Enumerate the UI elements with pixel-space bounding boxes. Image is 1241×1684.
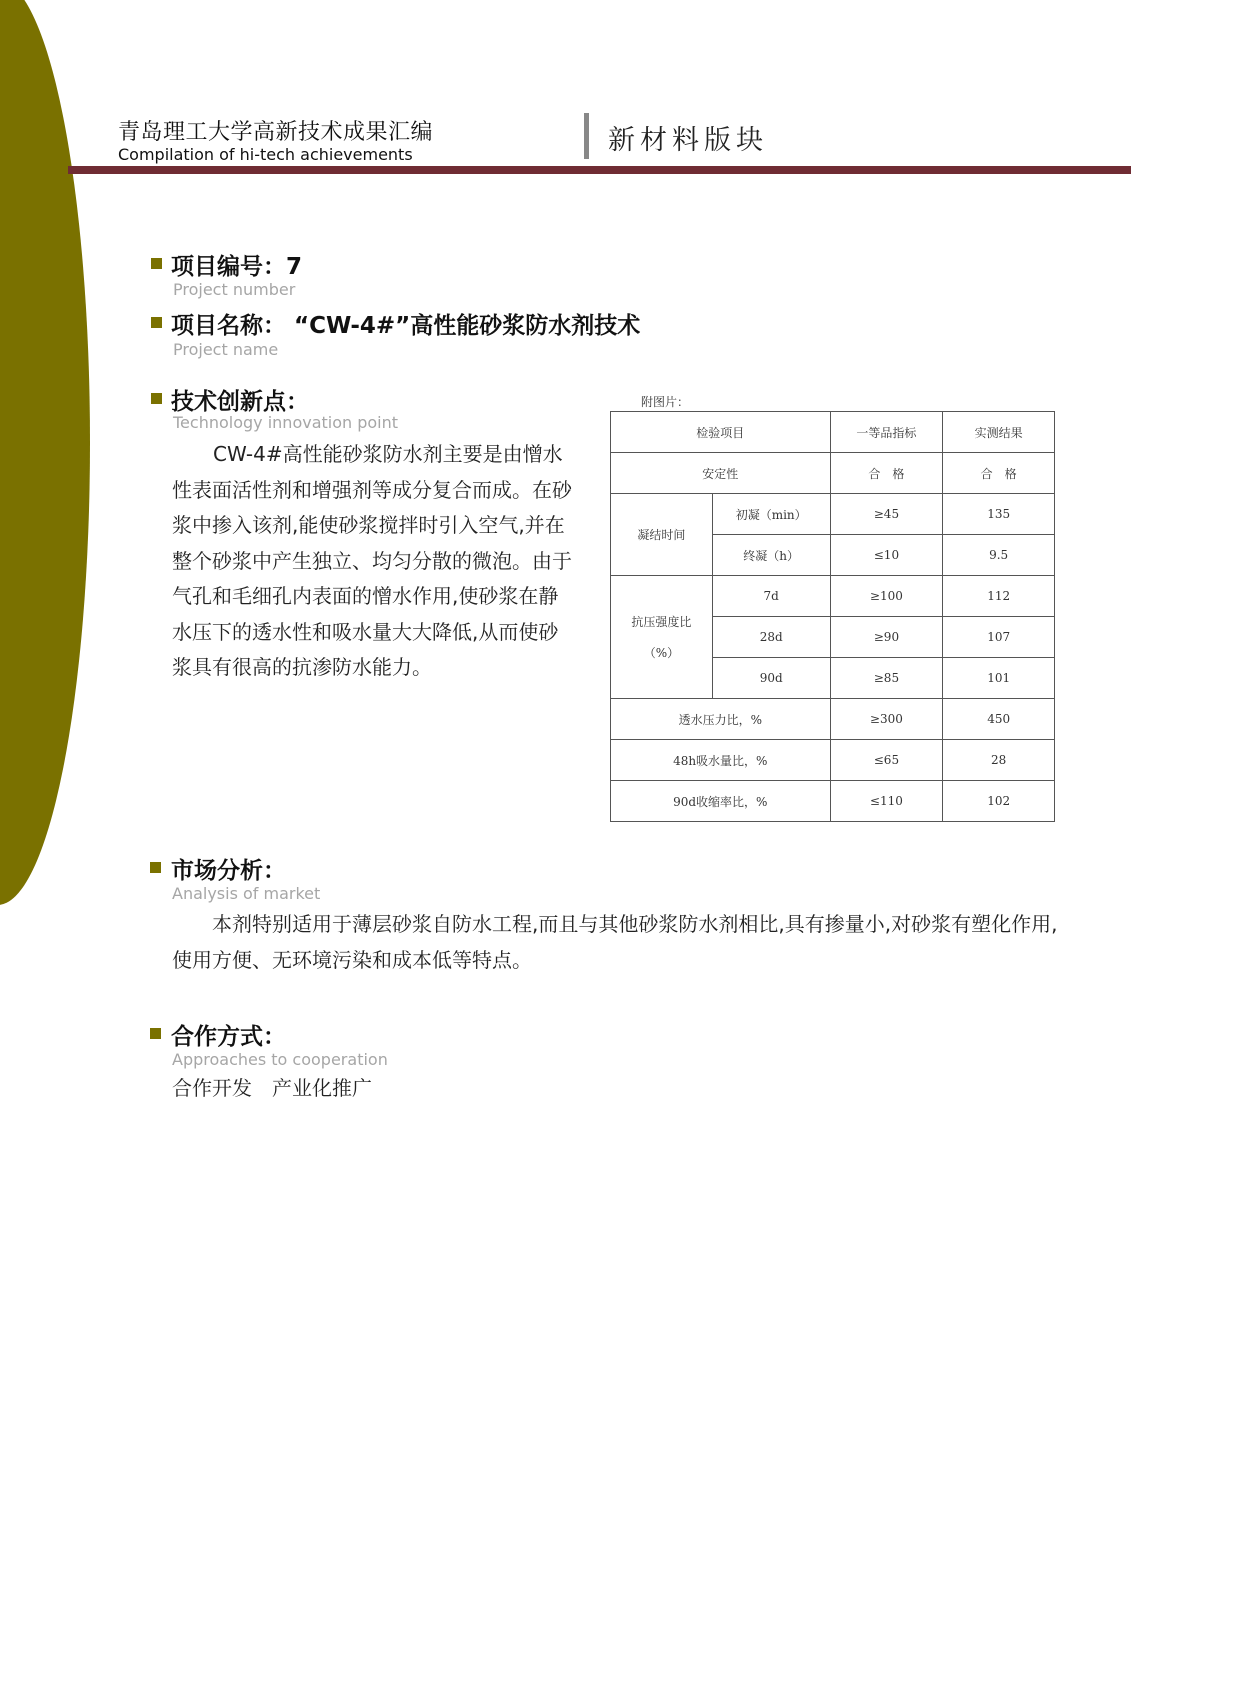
table-cell: 135 <box>943 494 1055 535</box>
table-cell: 9.5 <box>943 535 1055 576</box>
table-header-row <box>611 412 1055 453</box>
table-cell: 初凝（min） <box>712 494 830 535</box>
table-cell: ≥45 <box>830 494 943 535</box>
table-cell: 48h吸水量比，% <box>611 740 831 781</box>
bullet-square-icon <box>151 317 162 328</box>
strength-group-label: 抗压强度比 <box>631 615 692 629</box>
test-results-figure <box>595 387 1071 831</box>
market-text: 本剂特别适用于薄层砂浆自防水工程,而且与其他砂浆防水剂相比,具有掺量小,对砂浆有塑化作用,使用方便、无环境污染和成本低等特点。 <box>172 912 1058 972</box>
innovation-text: CW-4#高性能砂浆防水剂主要是由憎水性表面活性剂和增强剂等成分复合而成。在砂浆中掺入该剂,能使砂浆搅拌时引入空气,并在整个砂浆中产生独立、均匀分散的微泡。由于气孔和毛细孔内表面的憎水作用,使砂浆在静水压下的透水性和吸水量大大降低,从而使砂浆具有很高的抗渗防水能力。 <box>172 442 572 679</box>
table-cell: 终凝（h） <box>712 535 830 576</box>
cooperation-heading: 合作方式： <box>171 1024 286 1050</box>
table-cell: 合 格 <box>830 453 943 494</box>
strength-group-unit: （%） <box>643 646 680 660</box>
table-cell: ≤10 <box>830 535 943 576</box>
table-cell: 7d <box>712 576 830 617</box>
table-cell: 28 <box>943 740 1055 781</box>
table-cell: 90d <box>712 658 830 699</box>
market-heading: 市场分析： <box>171 858 286 884</box>
table-row <box>611 453 1055 494</box>
table-cell: ≤65 <box>830 740 943 781</box>
bullet-square-icon <box>150 862 161 873</box>
table-header-cell: 检验项目 <box>611 412 831 453</box>
table-cell: 450 <box>943 699 1055 740</box>
figure-caption: 附图片： <box>641 395 690 409</box>
header-separator <box>584 113 589 159</box>
table-cell: 合 格 <box>943 453 1055 494</box>
table-group-cell <box>611 576 713 699</box>
bullet-square-icon <box>151 393 162 404</box>
table-cell: 90d收缩率比，% <box>611 781 831 822</box>
project-name-subtitle: Project name <box>173 340 279 359</box>
table-row <box>611 740 1055 781</box>
table-row <box>611 699 1055 740</box>
header-rule <box>68 166 1131 174</box>
table-cell: 透水压力比，% <box>611 699 831 740</box>
decorative-olive-arc <box>0 0 90 905</box>
cooperation-subtitle: Approaches to cooperation <box>172 1050 388 1069</box>
innovation-heading: 技术创新点： <box>171 389 309 415</box>
bullet-square-icon <box>150 1028 161 1039</box>
table-cell: 107 <box>943 617 1055 658</box>
table-cell: ≥85 <box>830 658 943 699</box>
header-section-title: 新材料版块 <box>608 125 768 156</box>
table-cell: ≥100 <box>830 576 943 617</box>
table-cell: 安定性 <box>611 453 831 494</box>
table-cell: 101 <box>943 658 1055 699</box>
table-row <box>611 576 1055 617</box>
header-title-cn: 青岛理工大学高新技术成果汇编 <box>118 120 434 145</box>
project-number-heading: 项目编号：7 <box>171 254 303 280</box>
market-subtitle: Analysis of market <box>172 884 321 903</box>
project-number-subtitle: Project number <box>173 280 296 299</box>
table-row <box>611 781 1055 822</box>
table-cell: ≤110 <box>830 781 943 822</box>
header-title-en: Compilation of hi-tech achievements <box>118 145 413 164</box>
table-header-cell: 一等品指标 <box>830 412 943 453</box>
innovation-subtitle: Technology innovation point <box>173 413 399 432</box>
table-cell: ≥300 <box>830 699 943 740</box>
table-row <box>611 494 1055 535</box>
project-name-heading: 项目名称： “CW-4#”高性能砂浆防水剂技术 <box>171 313 641 339</box>
bullet-square-icon <box>151 258 162 269</box>
table-cell: 28d <box>712 617 830 658</box>
table-cell: 102 <box>943 781 1055 822</box>
cooperation-text: 合作开发 产业化推广 <box>172 1076 372 1100</box>
table-group-cell: 凝结时间 <box>611 494 713 576</box>
table-header-cell: 实测结果 <box>943 412 1055 453</box>
test-results-table <box>610 411 1055 822</box>
table-cell: 112 <box>943 576 1055 617</box>
table-cell: ≥90 <box>830 617 943 658</box>
